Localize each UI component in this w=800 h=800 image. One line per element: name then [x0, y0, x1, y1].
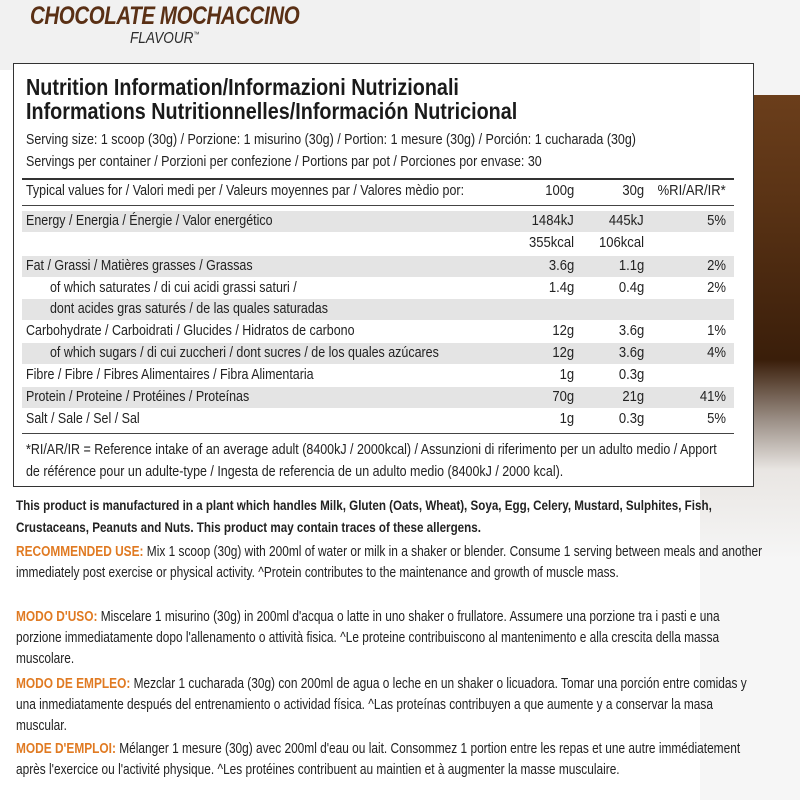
table-row: Fat / Grassi / Matières grasses / Grassas 3.6g 1.1g 2%	[22, 256, 734, 277]
usage-heading: MODE D'EMPLOI:	[16, 741, 116, 757]
usage-heading: MODO DE EMPLEO:	[16, 676, 131, 692]
nutrition-title: Nutrition Information/Informazioni Nutrizionali Informations Nutritionnelles/Información Nutricional	[26, 74, 518, 124]
table-row: dont acides gras saturés / de las quales saturadas	[22, 299, 734, 320]
servings-per-container: Servings per container / Porzioni per confezione / Portions par pot / Porciones por envase: 30	[26, 154, 542, 170]
divider	[22, 178, 734, 180]
usage-heading: MODO D'USO:	[16, 609, 98, 625]
table-row: of which sugars / di cui zuccheri / dont sucres / de los quales azúcares 12g 3.6g 4%	[22, 343, 734, 364]
divider	[22, 433, 734, 434]
serving-size: Serving size: 1 scoop (30g) / Porzione: 1 misurino (30g) / Portion: 1 mesure (30g) / Porción: 1 cucharada (30g)	[26, 132, 636, 148]
usage-english: RECOMMENDED USE: Mix 1 scoop (30g) with 200ml of water or milk in a shaker or blender. Consume 1 serving between meals and another immediately post exercise or physical activity. ^Protein contributes to the maintenance and growth of muscle mass.	[16, 544, 763, 581]
table-row: 355kcal 106kcal	[529, 235, 644, 251]
flavour-label: FLAVOUR™	[130, 30, 200, 47]
divider	[22, 205, 734, 206]
table-row: Protein / Proteine / Protéines / Proteínas 70g 21g 41%	[22, 387, 734, 408]
table-row: Salt / Sale / Sel / Sal 1g 0.3g 5%	[26, 411, 726, 427]
column-header-ri: %RI/AR/IR*	[657, 183, 726, 199]
trademark-mark: ™	[193, 31, 200, 39]
usage-french: MODE D'EMPLOI: Mélanger 1 mesure (30g) avec 200ml d'eau ou lait. Consommez 1 portion entre les repas et une autre immédiatement après l'exercice ou l'activité physique. ^Les protéines contribuent au maintien et à augmenter la masse musculaire.	[16, 741, 741, 778]
table-header-row	[22, 181, 734, 202]
reference-intake-footnote: *RI/AR/IR = Reference intake of an average adult (8400kJ / 2000kcal) / Assunzioni di riferimento per un adulto medio / Apport de référence pour un adulte-type / Ingesta de referencia de un adulto medio (8400kJ / 2000 kcal).	[26, 442, 717, 480]
product-name: CHOCOLATE MOCHACCINO	[30, 2, 300, 30]
usage-heading: RECOMMENDED USE:	[16, 544, 144, 560]
table-row: Energy / Energia / Énergie / Valor energético 1484kJ 445kJ 5%	[22, 211, 734, 232]
column-header-100g: 100g	[544, 183, 574, 199]
table-row: Fibre / Fibre / Fibres Alimentaires / Fibra Alimentaria 1g 0.3g	[26, 367, 644, 383]
usage-spanish: MODO DE EMPLEO: Mezclar 1 cucharada (30g) con 200ml de agua o leche en un shaker o licuadora. Tomar una porción entre comidas y una inmediatamente después del entrenamiento o actividad física. ^Las proteínas contribuyen a que aumente y a conservar la masa muscular.	[16, 676, 747, 734]
usage-italian: MODO D'USO: Miscelare 1 misurino (30g) in 200ml d'acqua o latte in uno shaker o frullatore. Assumere una porzione tra i pasti e una porzione immediatamente dopo l'allenamento o attività fisica. ^Le proteine contribuiscono al mantenimento e alla crescita della massa muscolare.	[16, 609, 720, 667]
table-row: Carbohydrate / Carboidrati / Glucides / Hidratos de carbono 12g 3.6g 1%	[26, 323, 726, 339]
column-header-label: Typical values for / Valori medi per / Valeurs moyennes par / Valores mèdio por:	[26, 183, 465, 199]
column-header-30g: 30g	[622, 183, 644, 199]
allergen-statement: This product is manufactured in a plant which handles Milk, Gluten (Oats, Wheat), Soya, Egg, Celery, Mustard, Sulphites, Fish, Crustaceans, Peanuts and Nuts. This product may contain traces of these allergens.	[16, 497, 712, 535]
table-row: of which saturates / di cui acidi grassi saturi / 1.4g 0.4g 2%	[50, 280, 726, 296]
